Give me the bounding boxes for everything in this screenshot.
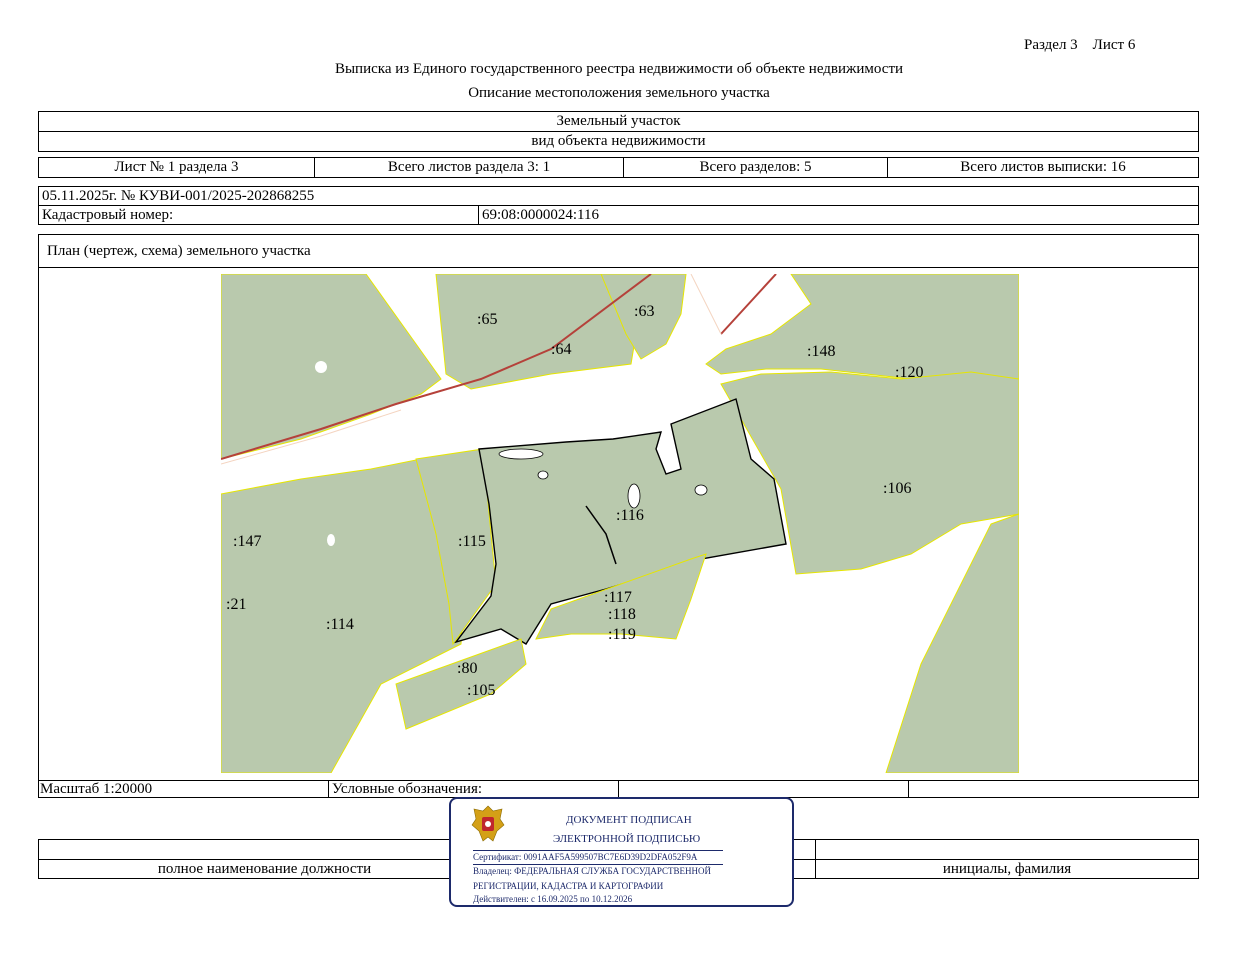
- total-section-sheets: Всего листов раздела 3: 1: [314, 157, 624, 178]
- total-extract-sheets: Всего листов выписки: 16: [887, 157, 1199, 178]
- document-date-number: 05.11.2025г. № КУВИ-001/2025-202868255: [38, 186, 1199, 206]
- electronic-signature-stamp: [449, 797, 794, 907]
- document-title: Выписка из Единого государственного реестра недвижимости об объекте недвижимости: [334, 61, 904, 77]
- section-sheet-label: Раздел 3 Лист 6: [1024, 37, 1136, 53]
- parcel-label: :65: [477, 311, 498, 328]
- stamp-validity: Действителен: с 16.09.2025 по 10.12.2026: [473, 894, 633, 904]
- sheet-number: Лист № 1 раздела 3: [38, 157, 315, 178]
- parcel-label: :147: [233, 533, 262, 550]
- parcel-label: :116: [616, 507, 644, 524]
- legend-label: Условные обозначения:: [328, 780, 619, 798]
- object-type-caption: вид объекта недвижимости: [38, 131, 1199, 152]
- document-subtitle: Описание местоположения земельного участка: [468, 85, 770, 101]
- signature-divider: [815, 839, 816, 860]
- parcel-label: :114: [326, 616, 354, 633]
- name-caption: инициалы, фамилия: [815, 859, 1199, 879]
- parcel-label: :21: [226, 596, 247, 613]
- parcel-label: :105: [467, 682, 496, 699]
- scale-label: Масштаб 1:20000: [38, 780, 329, 798]
- parcel-label: :63: [634, 303, 655, 320]
- legend-cell-3: [908, 780, 1199, 798]
- object-type: Земельный участок: [38, 111, 1199, 132]
- cadastral-number-value: 69:08:0000024:116: [478, 205, 1199, 225]
- parcel-label: :119: [608, 626, 636, 643]
- cadastral-number-label: Кадастровый номер:: [38, 205, 479, 225]
- total-sections: Всего разделов: 5: [623, 157, 888, 178]
- cadastral-map: [221, 274, 1019, 773]
- parcel-label: :118: [608, 606, 636, 623]
- parcel-label: :117: [604, 589, 632, 606]
- stamp-line-1: ДОКУМЕНТ ПОДПИСАН: [566, 814, 692, 826]
- parcel-label: :80: [457, 660, 478, 677]
- stamp-certificate: Сертификат: 0091AAF5A599507BC7E6D39D2DFA052F9A: [473, 852, 698, 862]
- parcel-label: :120: [895, 364, 924, 381]
- coat-of-arms-emblem-icon: [471, 803, 505, 845]
- cadastral-map-drawing: [221, 274, 1019, 773]
- parcel-label: :64: [551, 341, 572, 358]
- position-caption: полное наименование должности: [38, 859, 491, 879]
- parcel-label: :106: [883, 480, 912, 497]
- plan-title: План (чертеж, схема) земельного участка: [38, 234, 1199, 268]
- stamp-line-2: ЭЛЕКТРОННОЙ ПОДПИСЬЮ: [553, 833, 701, 845]
- stamp-owner-line-2: РЕГИСТРАЦИИ, КАДАСТРА И КАРТОГРАФИИ: [473, 881, 664, 891]
- parcel-label: :148: [807, 343, 836, 360]
- stamp-owner-line-1: Владелец: ФЕДЕРАЛЬНАЯ СЛУЖБА ГОСУДАРСТВЕННОЙ: [473, 866, 712, 876]
- parcel-label: :115: [458, 533, 486, 550]
- legend-cell-2: [618, 780, 909, 798]
